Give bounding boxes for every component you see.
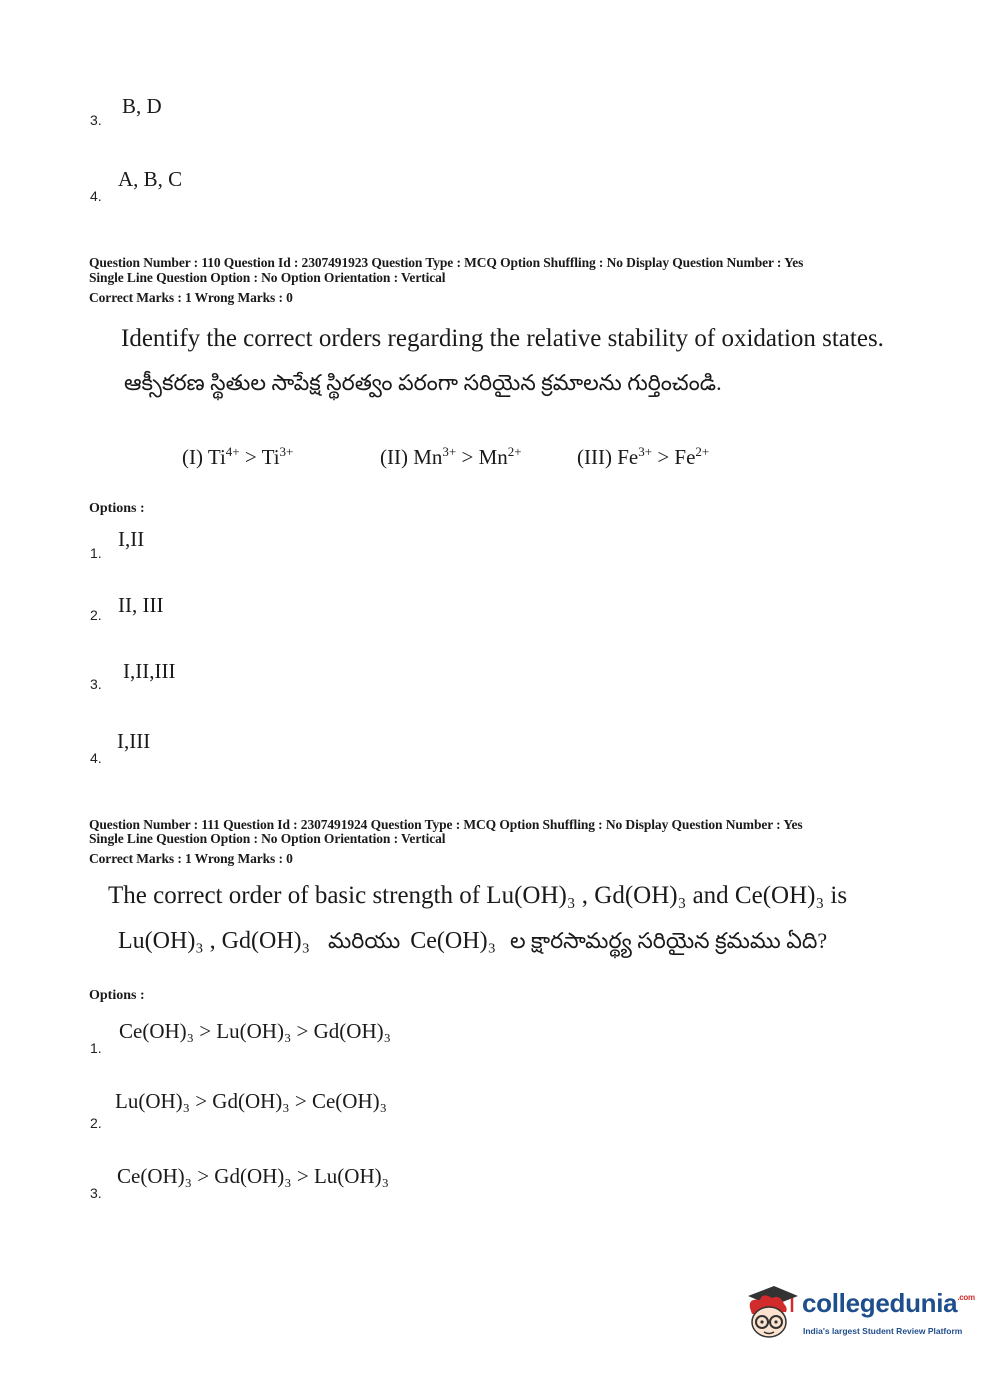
q111-option-2-text: Lu(OH)₃ > Gd(OH)₃ > Ce(OH)₃ (115, 1089, 387, 1113)
q111-meta-line1: Question Number : 111 Question Id : 2307491924 Question Type : MCQ Option Shuffling : No Display Question Number : Yes (89, 817, 803, 832)
q110-meta-line2: Single Line Question Option : No Option Orientation : Vertical (89, 270, 446, 285)
q111-option-3-text: Ce(OH)₃ > Gd(OH)₃ > Lu(OH)₃ (117, 1164, 389, 1188)
q110-options-label: Options : (89, 501, 145, 516)
mascot-icon (742, 1282, 800, 1344)
logo-tagline: India's largest Student Review Platform (803, 1326, 963, 1336)
q111-meta-line2: Single Line Question Option : No Option Orientation : Vertical (89, 831, 446, 846)
q110-option-1-text: I,II (118, 527, 145, 551)
q111-question-english: The correct order of basic strength of Lu(OH)₃ , Gd(OH)₃ and Ce(OH)₃ is (108, 882, 848, 909)
q111-option-2-number: 2. (90, 1115, 102, 1131)
q110-meta-line1: Question Number : 110 Question Id : 2307491923 Question Type : MCQ Option Shuffling : No Display Question Number : Yes (89, 255, 804, 270)
q111-option-1-text: Ce(OH)₃ > Lu(OH)₃ > Gd(OH)₃ (119, 1019, 391, 1043)
q111-telugu-formula3: Ce(OH)₃ (410, 928, 496, 954)
q110-option-3-text: I,II,III (123, 659, 176, 683)
q110-statement-2: (II) $Mn^{3+} > Mn^{2+}$ (380, 443, 522, 469)
q111-question-telugu (118, 928, 827, 959)
q110-option-4-text: I,III (117, 729, 151, 753)
q110-statement-3: (III) $Fe^{3+} > Fe^{2+}$ (577, 443, 710, 469)
q110-statement-1: (I) $Ti^{4+} > Ti^{3+}$ (182, 443, 294, 469)
q110-option-2-number: 2. (90, 607, 102, 623)
q111-telugu-formulas: Lu(OH)₃ , Gd(OH)₃ (118, 928, 311, 954)
q111-option-3-number: 3. (90, 1185, 102, 1201)
q110-option-4-number: 4. (90, 750, 102, 766)
q110-meta-line3: Correct Marks : 1 Wrong Marks : 0 (89, 290, 293, 305)
q110-option-3-number: 3. (90, 676, 102, 692)
q111-option-1-number: 1. (90, 1040, 102, 1056)
q111-meta-line3: Correct Marks : 1 Wrong Marks : 0 (89, 851, 293, 866)
logo-brand: collegedunia$^{.com}$ (802, 1288, 975, 1318)
prev-option-4-number: 4. (90, 188, 102, 204)
logo-suffix: .com (957, 1293, 975, 1302)
prev-option-4-text: A, B, C (118, 167, 183, 191)
prev-option-3-number: 3. (90, 112, 102, 128)
q110-question-telugu: ఆక్సీకరణ స్థితుల సాపేక్ష స్థిరత్వం పరంగా సరియైన క్రమాలను గుర్తించండి. (124, 370, 722, 395)
q110-option-2-text: II, III (118, 593, 164, 617)
prev-option-3-text: B, D (122, 94, 162, 118)
q110-question-english: Identify the correct orders regarding the relative stability of oxidation states. (121, 325, 884, 352)
collegedunia-logo (742, 1282, 975, 1352)
q111-telugu-rest: ల క్షారసామర్థ్య సరియైన క్రమము ఏది? (509, 928, 828, 953)
q110-option-1-number: 1. (90, 545, 102, 561)
q111-options-label: Options : (89, 988, 145, 1003)
q111-telugu-word-and: మరియు (328, 928, 401, 953)
